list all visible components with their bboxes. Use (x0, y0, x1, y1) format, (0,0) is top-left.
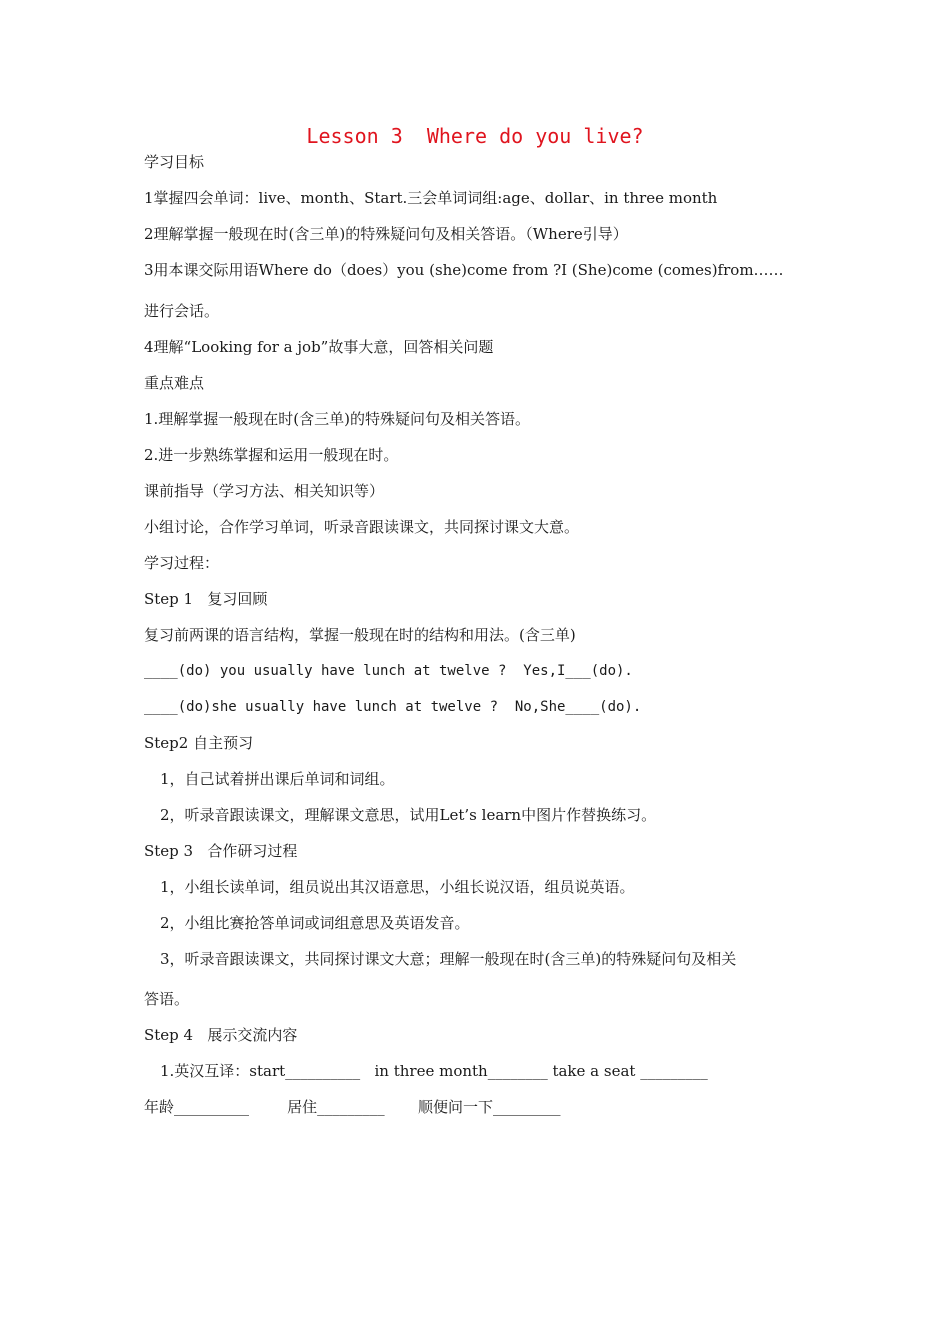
section-heading-guidance: 课前指导（学习方法、相关知识等） (144, 482, 385, 500)
exercise-line-2: ____(do)she usually have lunch at twelve ? No,She____(do). (144, 699, 642, 715)
step-2-heading: Step2 自主预习 (144, 734, 254, 752)
step-3-item-3: 3，听录音跟读课文，共同探讨课文大意；理解一般现在时(含三单)的特殊疑问句及相关 (160, 950, 737, 968)
step-2-item-1: 1，自己试着拼出课后单词和词组。 (160, 770, 395, 788)
step-3-heading: Step 3 合作研习过程 (144, 842, 298, 860)
step-1-heading: Step 1 复习回顾 (144, 590, 268, 608)
guidance-text: 小组讨论，合作学习单词，听录音跟读课文，共同探讨课文大意。 (144, 518, 580, 536)
translation-exercise-line-1: 1.英汉互译：start__________ in three month________ take a seat _________ (160, 1062, 708, 1080)
step-3-item-2: 2，小组比赛抢答单词或词组意思及英语发音。 (160, 914, 470, 932)
section-heading-objectives: 学习目标 (144, 153, 205, 171)
step-3-item-1: 1，小组长读单词，组员说出其汉语意思，小组长说汉语，组员说英语。 (160, 878, 635, 896)
objective-3-continued: 进行会话。 (144, 302, 220, 320)
key-point-1: 1.理解掌握一般现在时(含三单)的特殊疑问句及相关答语。 (144, 410, 531, 428)
objective-3: 3用本课交际用语Where do（does）you (she)come from ?I (She)come (comes)from…… (144, 261, 784, 279)
step-1-text: 复习前两课的语言结构，掌握一般现在时的结构和用法。(含三单) (144, 626, 576, 644)
section-heading-key-points: 重点难点 (144, 374, 205, 392)
key-point-2: 2.进一步熟练掌握和运用一般现在时。 (144, 446, 399, 464)
objective-1: 1掌握四会单词：live、month、Start.三会单词词组:age、dollar、in three month (144, 189, 718, 207)
objective-2: 2理解掌握一般现在时(含三单)的特殊疑问句及相关答语。（Where引导） (144, 225, 628, 243)
step-3-item-3-continued: 答语。 (144, 990, 190, 1008)
step-2-item-2: 2，听录音跟读课文，理解课文意思，试用Let’s learn中图片作替换练习。 (160, 806, 657, 824)
objective-4: 4理解“Looking for a job”故事大意，回答相关问题 (144, 338, 494, 356)
section-heading-process: 学习过程： (144, 554, 220, 572)
lesson-title: Lesson 3 Where do you live? (306, 124, 644, 148)
translation-exercise-line-2: 年龄__________ 居住_________ 顺便问一下_________ (144, 1098, 561, 1116)
step-4-heading: Step 4 展示交流内容 (144, 1026, 298, 1044)
exercise-line-1: ____(do) you usually have lunch at twelve ? Yes,I___(do). (144, 663, 633, 679)
